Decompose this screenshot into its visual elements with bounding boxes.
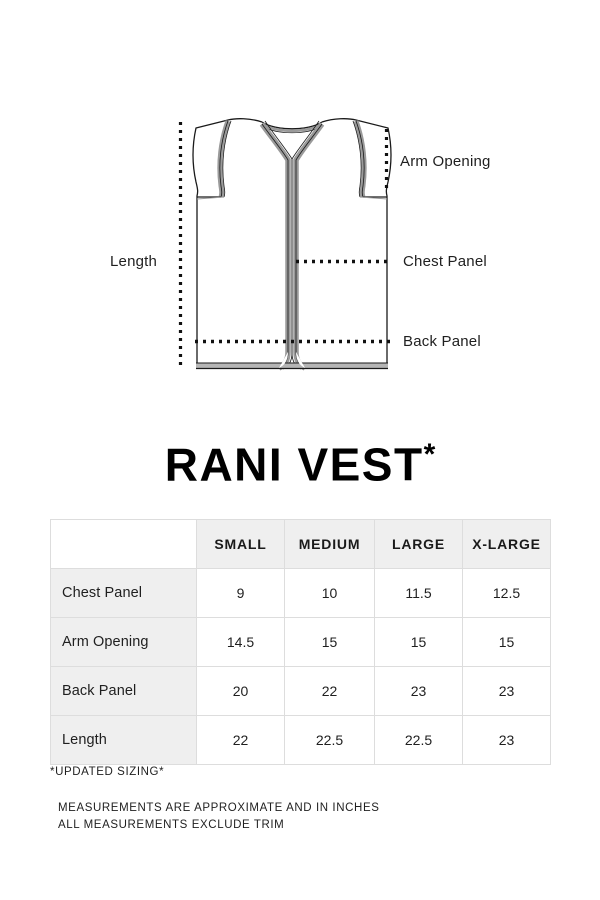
cell-length-large: 22.5 [375, 716, 463, 765]
row-label-chest-panel: Chest Panel [51, 569, 197, 618]
table-row [51, 569, 551, 618]
diagram-label-arm-opening: Arm Opening [400, 153, 491, 170]
page-title-asterisk: * [423, 438, 436, 471]
row-label-back-panel: Back Panel [51, 667, 197, 716]
cell-chest-panel-xlarge: 12.5 [463, 569, 551, 618]
table-corner-cell [51, 520, 197, 569]
footnote-measurements [58, 800, 380, 834]
page-title-text: RANI VEST [164, 438, 424, 491]
cell-back-panel-medium: 22 [285, 667, 375, 716]
cell-length-small: 22 [197, 716, 285, 765]
row-label-length: Length [51, 716, 197, 765]
diagram-label-chest-panel: Chest Panel [403, 253, 487, 270]
diagram-label-back-panel: Back Panel [403, 333, 481, 350]
vest-line-drawing [0, 0, 600, 420]
row-label-arm-opening: Arm Opening [51, 618, 197, 667]
table-row [51, 618, 551, 667]
diagram-label-length: Length [110, 253, 158, 270]
cell-chest-panel-small: 9 [197, 569, 285, 618]
footnote-measurements-line1: MEASUREMENTS ARE APPROXIMATE AND IN INCHES [58, 802, 380, 814]
cell-arm-opening-medium: 15 [285, 618, 375, 667]
cell-back-panel-large: 23 [375, 667, 463, 716]
vest-diagram-section [0, 0, 600, 420]
table-row [51, 667, 551, 716]
cell-arm-opening-xlarge: 15 [463, 618, 551, 667]
cell-back-panel-small: 20 [197, 667, 285, 716]
table-row [51, 716, 551, 765]
cell-back-panel-xlarge: 23 [463, 667, 551, 716]
table-header-large: LARGE [375, 520, 463, 569]
cell-length-xlarge: 23 [463, 716, 551, 765]
size-chart-table [50, 519, 551, 765]
cell-chest-panel-medium: 10 [285, 569, 375, 618]
cell-length-medium: 22.5 [285, 716, 375, 765]
cell-arm-opening-large: 15 [375, 618, 463, 667]
table-header-xlarge: X-LARGE [463, 520, 551, 569]
page-title [0, 438, 600, 491]
footnote-updated-sizing: *UPDATED SIZING* [50, 766, 165, 778]
table-header-small: SMALL [197, 520, 285, 569]
table-header-medium: MEDIUM [285, 520, 375, 569]
cell-arm-opening-small: 14.5 [197, 618, 285, 667]
cell-chest-panel-large: 11.5 [375, 569, 463, 618]
footnote-measurements-line2: ALL MEASUREMENTS EXCLUDE TRIM [58, 819, 285, 831]
table-header-row [51, 520, 551, 569]
